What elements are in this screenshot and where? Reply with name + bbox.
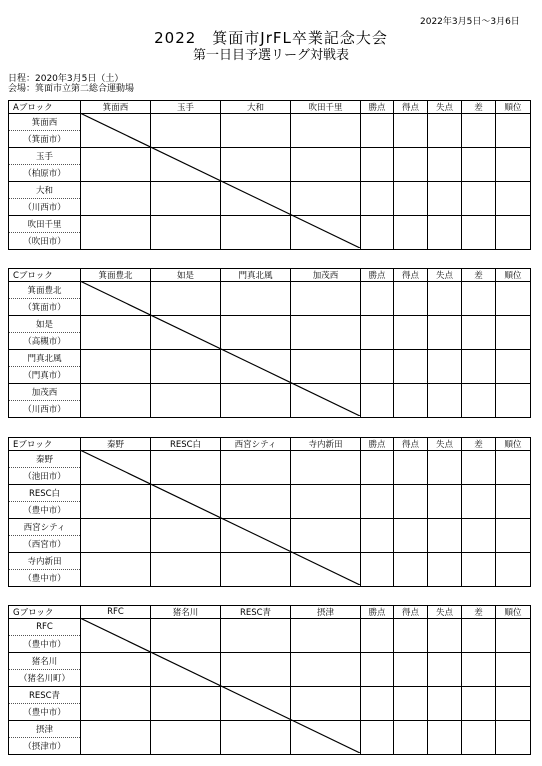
stat-column-header: 得点 xyxy=(394,606,428,619)
match-result-cell xyxy=(221,282,291,316)
match-result-cell xyxy=(151,485,221,519)
stat-cell xyxy=(394,182,428,216)
stat-cell xyxy=(496,553,531,587)
match-result-cell xyxy=(221,384,291,418)
stat-cell xyxy=(361,653,394,687)
stat-cell xyxy=(361,182,394,216)
team-name: 西宮シティ xyxy=(9,519,81,536)
match-result-cell xyxy=(151,687,221,721)
schedule-line: 日程：2020年3月5日（土） xyxy=(8,74,124,84)
stat-cell xyxy=(394,216,428,250)
match-result-cell xyxy=(151,553,221,587)
team-city: （豊中市） xyxy=(9,704,81,721)
match-result-cell xyxy=(151,216,221,250)
team-city: （西宮市） xyxy=(9,536,81,553)
block-name: Cブロック xyxy=(9,269,81,282)
stat-cell xyxy=(462,316,496,350)
stat-cell xyxy=(428,114,462,148)
match-result-cell xyxy=(291,148,361,182)
match-result-cell xyxy=(291,485,361,519)
stat-cell xyxy=(496,282,531,316)
match-result-cell xyxy=(291,451,361,485)
match-result-cell xyxy=(151,350,221,384)
match-result-cell xyxy=(221,619,291,653)
match-result-cell xyxy=(81,619,151,653)
stat-cell xyxy=(428,384,462,418)
stat-column-header: 得点 xyxy=(394,101,428,114)
stat-cell xyxy=(361,316,394,350)
match-result-cell xyxy=(291,350,361,384)
stat-cell xyxy=(361,282,394,316)
opponent-header: 如是 xyxy=(151,269,221,282)
team-name: 秦野 xyxy=(9,451,81,468)
stat-column-header: 順位 xyxy=(496,269,531,282)
stat-cell xyxy=(496,451,531,485)
stat-column-header: 差 xyxy=(462,438,496,451)
stat-cell xyxy=(428,316,462,350)
match-result-cell xyxy=(81,485,151,519)
match-result-cell xyxy=(291,653,361,687)
team-city: （箕面市） xyxy=(9,131,81,148)
stat-cell xyxy=(496,350,531,384)
team-city: （柏原市） xyxy=(9,165,81,182)
match-result-cell xyxy=(221,148,291,182)
stat-cell xyxy=(361,721,394,755)
stat-cell xyxy=(394,114,428,148)
stat-cell xyxy=(428,451,462,485)
stat-cell xyxy=(496,653,531,687)
team-name: 玉手 xyxy=(9,148,81,165)
stat-cell xyxy=(496,384,531,418)
stat-cell xyxy=(462,350,496,384)
match-result-cell xyxy=(151,619,221,653)
stat-cell xyxy=(462,653,496,687)
match-result-cell xyxy=(291,216,361,250)
match-result-cell xyxy=(221,114,291,148)
match-result-cell xyxy=(291,553,361,587)
stat-cell xyxy=(496,114,531,148)
stat-cell xyxy=(361,350,394,384)
match-result-cell xyxy=(81,687,151,721)
stat-cell xyxy=(496,721,531,755)
stat-cell xyxy=(394,619,428,653)
stat-cell xyxy=(428,216,462,250)
match-result-cell xyxy=(291,619,361,653)
opponent-header: 吹田千里 xyxy=(291,101,361,114)
match-result-cell xyxy=(221,485,291,519)
opponent-header: 門真北風 xyxy=(221,269,291,282)
opponent-header: 箕面西 xyxy=(81,101,151,114)
team-name: 寺内新田 xyxy=(9,553,81,570)
stat-cell xyxy=(496,519,531,553)
stat-cell xyxy=(462,182,496,216)
page-title: 2022 箕面市JrFL卒業記念大会 xyxy=(154,29,388,47)
team-city: （吹田市） xyxy=(9,233,81,250)
opponent-header: 寺内新田 xyxy=(291,438,361,451)
match-result-cell xyxy=(291,721,361,755)
match-result-cell xyxy=(151,519,221,553)
match-result-cell xyxy=(81,114,151,148)
stat-column-header: 勝点 xyxy=(361,606,394,619)
stat-column-header: 差 xyxy=(462,101,496,114)
stat-cell xyxy=(394,687,428,721)
stat-cell xyxy=(394,451,428,485)
stat-cell xyxy=(428,721,462,755)
stat-cell xyxy=(428,553,462,587)
block-name: Aブロック xyxy=(9,101,81,114)
stat-column-header: 失点 xyxy=(428,269,462,282)
match-result-cell xyxy=(151,721,221,755)
match-result-cell xyxy=(221,721,291,755)
stat-cell xyxy=(361,553,394,587)
match-result-cell xyxy=(221,553,291,587)
match-result-cell xyxy=(151,182,221,216)
stat-cell xyxy=(462,216,496,250)
stat-cell xyxy=(462,519,496,553)
team-city: （摂津市） xyxy=(9,738,81,755)
team-city: （池田市） xyxy=(9,468,81,485)
stat-cell xyxy=(428,148,462,182)
league-table-block xyxy=(8,605,530,753)
opponent-header: 猪名川 xyxy=(151,606,221,619)
stat-cell xyxy=(496,687,531,721)
league-table-block xyxy=(8,100,530,248)
stat-column-header: 勝点 xyxy=(361,101,394,114)
team-name: 加茂西 xyxy=(9,384,81,401)
stat-cell xyxy=(394,350,428,384)
match-result-cell xyxy=(291,182,361,216)
match-result-cell xyxy=(81,451,151,485)
stat-cell xyxy=(462,114,496,148)
stat-cell xyxy=(394,485,428,519)
stat-cell xyxy=(462,619,496,653)
stat-cell xyxy=(394,282,428,316)
league-table-block xyxy=(8,268,530,416)
team-name: RESC青 xyxy=(9,687,81,704)
stat-cell xyxy=(394,316,428,350)
match-result-cell xyxy=(291,114,361,148)
team-name: 箕面西 xyxy=(9,114,81,131)
team-name: 吹田千里 xyxy=(9,216,81,233)
stat-cell xyxy=(361,384,394,418)
stat-cell xyxy=(361,619,394,653)
league-table xyxy=(8,100,531,250)
stat-column-header: 失点 xyxy=(428,101,462,114)
team-name: 摂津 xyxy=(9,721,81,738)
league-table xyxy=(8,437,531,587)
stat-column-header: 差 xyxy=(462,269,496,282)
match-result-cell xyxy=(291,519,361,553)
match-result-cell xyxy=(81,282,151,316)
stat-cell xyxy=(394,553,428,587)
stat-cell xyxy=(462,721,496,755)
stat-column-header: 順位 xyxy=(496,606,531,619)
opponent-header: 箕面豊北 xyxy=(81,269,151,282)
stat-column-header: 得点 xyxy=(394,269,428,282)
team-name: 門真北風 xyxy=(9,350,81,367)
match-result-cell xyxy=(221,519,291,553)
match-result-cell xyxy=(151,148,221,182)
stat-column-header: 失点 xyxy=(428,438,462,451)
stat-cell xyxy=(361,687,394,721)
stat-cell xyxy=(496,619,531,653)
stat-cell xyxy=(361,519,394,553)
venue-line: 会場：箕面市立第二総合運動場 xyxy=(8,84,135,94)
team-city: （川西市） xyxy=(9,401,81,418)
match-result-cell xyxy=(81,721,151,755)
opponent-header: 大和 xyxy=(221,101,291,114)
stat-cell xyxy=(428,519,462,553)
team-name: 如是 xyxy=(9,316,81,333)
stat-cell xyxy=(394,148,428,182)
stat-cell xyxy=(462,687,496,721)
stat-cell xyxy=(496,148,531,182)
match-result-cell xyxy=(151,316,221,350)
stat-cell xyxy=(496,216,531,250)
league-table-block xyxy=(8,437,530,585)
date-range: 2022年3月5日～3月6日 xyxy=(420,17,520,27)
match-result-cell xyxy=(221,687,291,721)
stat-cell xyxy=(462,282,496,316)
team-city: （猪名川町） xyxy=(9,670,81,687)
block-name: Gブロック xyxy=(9,606,81,619)
stat-column-header: 差 xyxy=(462,606,496,619)
stat-column-header: 勝点 xyxy=(361,438,394,451)
team-city: （豊中市） xyxy=(9,636,81,653)
opponent-header: 秦野 xyxy=(81,438,151,451)
match-result-cell xyxy=(291,282,361,316)
match-result-cell xyxy=(221,350,291,384)
stat-column-header: 勝点 xyxy=(361,269,394,282)
stat-cell xyxy=(496,485,531,519)
match-result-cell xyxy=(221,451,291,485)
team-name: RFC xyxy=(9,619,81,636)
stat-cell xyxy=(428,687,462,721)
stat-cell xyxy=(496,316,531,350)
opponent-header: RFC xyxy=(81,606,151,619)
match-result-cell xyxy=(291,384,361,418)
match-result-cell xyxy=(221,216,291,250)
match-result-cell xyxy=(221,316,291,350)
match-result-cell xyxy=(81,148,151,182)
team-city: （箕面市） xyxy=(9,299,81,316)
stat-cell xyxy=(361,485,394,519)
team-city: （川西市） xyxy=(9,199,81,216)
match-result-cell xyxy=(151,282,221,316)
team-city: （門真市） xyxy=(9,367,81,384)
team-city: （豊中市） xyxy=(9,502,81,519)
team-name: 箕面豊北 xyxy=(9,282,81,299)
stat-cell xyxy=(428,350,462,384)
stat-cell xyxy=(394,519,428,553)
stat-cell xyxy=(462,148,496,182)
stat-cell xyxy=(428,485,462,519)
stat-cell xyxy=(394,721,428,755)
opponent-header: 西宮シティ xyxy=(221,438,291,451)
match-result-cell xyxy=(81,653,151,687)
stat-column-header: 順位 xyxy=(496,438,531,451)
stat-column-header: 順位 xyxy=(496,101,531,114)
team-name: RESC白 xyxy=(9,485,81,502)
opponent-header: 加茂西 xyxy=(291,269,361,282)
stat-cell xyxy=(462,485,496,519)
stat-cell xyxy=(428,182,462,216)
opponent-header: RESC青 xyxy=(221,606,291,619)
match-result-cell xyxy=(291,687,361,721)
stat-cell xyxy=(361,451,394,485)
match-result-cell xyxy=(81,384,151,418)
match-result-cell xyxy=(151,384,221,418)
league-table xyxy=(8,268,531,418)
match-result-cell xyxy=(81,350,151,384)
stat-cell xyxy=(361,216,394,250)
stat-cell xyxy=(462,553,496,587)
match-result-cell xyxy=(81,553,151,587)
block-name: Eブロック xyxy=(9,438,81,451)
stat-cell xyxy=(394,384,428,418)
match-result-cell xyxy=(81,519,151,553)
stat-cell xyxy=(361,148,394,182)
match-result-cell xyxy=(221,182,291,216)
match-result-cell xyxy=(81,316,151,350)
match-result-cell xyxy=(151,114,221,148)
opponent-header: 摂津 xyxy=(291,606,361,619)
stat-cell xyxy=(428,653,462,687)
match-result-cell xyxy=(151,653,221,687)
stat-cell xyxy=(394,653,428,687)
stat-column-header: 失点 xyxy=(428,606,462,619)
stat-cell xyxy=(462,451,496,485)
league-table xyxy=(8,605,531,755)
match-result-cell xyxy=(291,316,361,350)
team-city: （高槻市） xyxy=(9,333,81,350)
stat-cell xyxy=(361,114,394,148)
match-result-cell xyxy=(151,451,221,485)
opponent-header: 玉手 xyxy=(151,101,221,114)
team-name: 大和 xyxy=(9,182,81,199)
match-result-cell xyxy=(81,182,151,216)
stat-column-header: 得点 xyxy=(394,438,428,451)
stat-cell xyxy=(496,182,531,216)
stat-cell xyxy=(428,282,462,316)
match-result-cell xyxy=(81,216,151,250)
stat-cell xyxy=(462,384,496,418)
team-city: （豊中市） xyxy=(9,570,81,587)
team-name: 猪名川 xyxy=(9,653,81,670)
stat-cell xyxy=(428,619,462,653)
match-result-cell xyxy=(221,653,291,687)
page-subtitle: 第一日目予選リーグ対戦表 xyxy=(192,48,349,63)
opponent-header: RESC白 xyxy=(151,438,221,451)
